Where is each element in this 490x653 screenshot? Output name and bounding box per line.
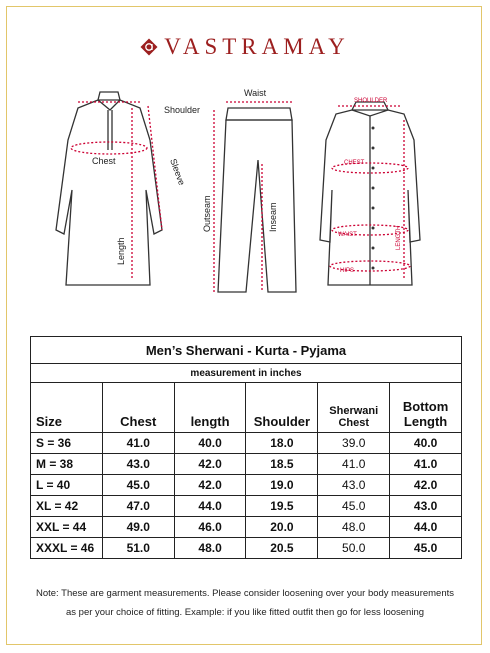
note-line-2: as per your choice of fitting. Example: if you like fitted outfit then go for less loosening: [65, 607, 425, 618]
cell-sherwani-chest: 48.0: [318, 517, 390, 538]
cell-sherwani-chest: 50.0: [318, 538, 390, 559]
cell-bottom-length: 40.0: [390, 433, 462, 454]
header-bottom-length-line2: Length: [403, 414, 448, 429]
table-row: [31, 496, 462, 517]
cell-length: 40.0: [174, 433, 246, 454]
pyjama-outseam-label: Outseam: [202, 195, 212, 232]
cell-shoulder: 20.5: [246, 538, 318, 559]
cell-shoulder: 19.0: [246, 475, 318, 496]
kurta-chest-label: Chest: [92, 156, 116, 166]
cell-sherwani-chest: 43.0: [318, 475, 390, 496]
cell-size: XXL = 44: [31, 517, 103, 538]
cell-length: 48.0: [174, 538, 246, 559]
cell-size: M = 38: [31, 454, 103, 475]
brand-name: VASTRAMAY: [164, 34, 350, 59]
header-chest: Chest: [102, 383, 174, 433]
header-sherwani-chest-line2: Chest: [338, 417, 369, 429]
cell-sherwani-chest: 39.0: [318, 433, 390, 454]
table-row: [31, 538, 462, 559]
cell-bottom-length: 41.0: [390, 454, 462, 475]
cell-size: XXXL = 46: [31, 538, 103, 559]
pyjama-inseam-label: Inseam: [268, 202, 278, 232]
sherwani-buttons: [372, 127, 375, 270]
table-row: [31, 433, 462, 454]
cell-bottom-length: 45.0: [390, 538, 462, 559]
kurta-shoulder-label: Shoulder: [164, 105, 201, 115]
cell-shoulder: 18.0: [246, 433, 318, 454]
sherwani-illustration: [320, 102, 420, 285]
cell-size: XL = 42: [31, 496, 103, 517]
header-sherwani-chest-line1: Sherwani: [329, 405, 379, 417]
header-shoulder: Shoulder: [246, 383, 318, 433]
cell-shoulder: 18.5: [246, 454, 318, 475]
table-title: Men’s Sherwani - Kurta - Pyjama: [31, 337, 462, 364]
cell-shoulder: 20.0: [246, 517, 318, 538]
sherwani-chest-label: CHEST: [344, 160, 365, 166]
table-subtitle: measurement in inches: [31, 364, 462, 383]
cell-size: S = 36: [31, 433, 103, 454]
cell-length: 42.0: [174, 454, 246, 475]
cell-chest: 45.0: [102, 475, 174, 496]
header-size: Size: [31, 383, 103, 433]
pyjama-waist-label: Waist: [244, 88, 267, 98]
cell-length: 44.0: [174, 496, 246, 517]
sherwani-length-label: LENGTH: [396, 225, 402, 250]
cell-sherwani-chest: 45.0: [318, 496, 390, 517]
cell-chest: 43.0: [102, 454, 174, 475]
cell-sherwani-chest: 41.0: [318, 454, 390, 475]
measurement-diagram: [0, 80, 490, 320]
kurta-sleeve-label: Sleeve: [168, 157, 187, 187]
cell-bottom-length: 42.0: [390, 475, 462, 496]
brand-logo-icon: [140, 38, 158, 56]
header-bottom-length-line1: Bottom: [402, 399, 449, 414]
table-row: [31, 475, 462, 496]
sherwani-shoulder-label: SHOULDER: [354, 98, 388, 104]
fitting-note: [16, 584, 474, 622]
cell-chest: 41.0: [102, 433, 174, 454]
cell-shoulder: 19.5: [246, 496, 318, 517]
table-row: [31, 517, 462, 538]
cell-bottom-length: 44.0: [390, 517, 462, 538]
header-bottom-length: [390, 383, 462, 433]
brand-header: [0, 34, 490, 60]
header-sherwani-chest: [318, 383, 390, 433]
sherwani-hips-label: HIPS: [340, 268, 355, 274]
cell-length: 46.0: [174, 517, 246, 538]
cell-bottom-length: 43.0: [390, 496, 462, 517]
cell-length: 42.0: [174, 475, 246, 496]
cell-chest: 47.0: [102, 496, 174, 517]
table-row: [31, 454, 462, 475]
table-header-row: [31, 383, 462, 433]
kurta-illustration: [56, 92, 162, 285]
kurta-length-label: Length: [116, 237, 126, 265]
cell-size: L = 40: [31, 475, 103, 496]
note-line-1: Note: These are garment measurements. Please consider loosening over your body measurements: [35, 588, 455, 599]
sherwani-waist-label: WAIST: [338, 232, 357, 238]
pyjama-illustration: [214, 102, 296, 292]
cell-chest: 49.0: [102, 517, 174, 538]
cell-chest: 51.0: [102, 538, 174, 559]
header-length: length: [174, 383, 246, 433]
size-chart-table: [30, 336, 462, 559]
